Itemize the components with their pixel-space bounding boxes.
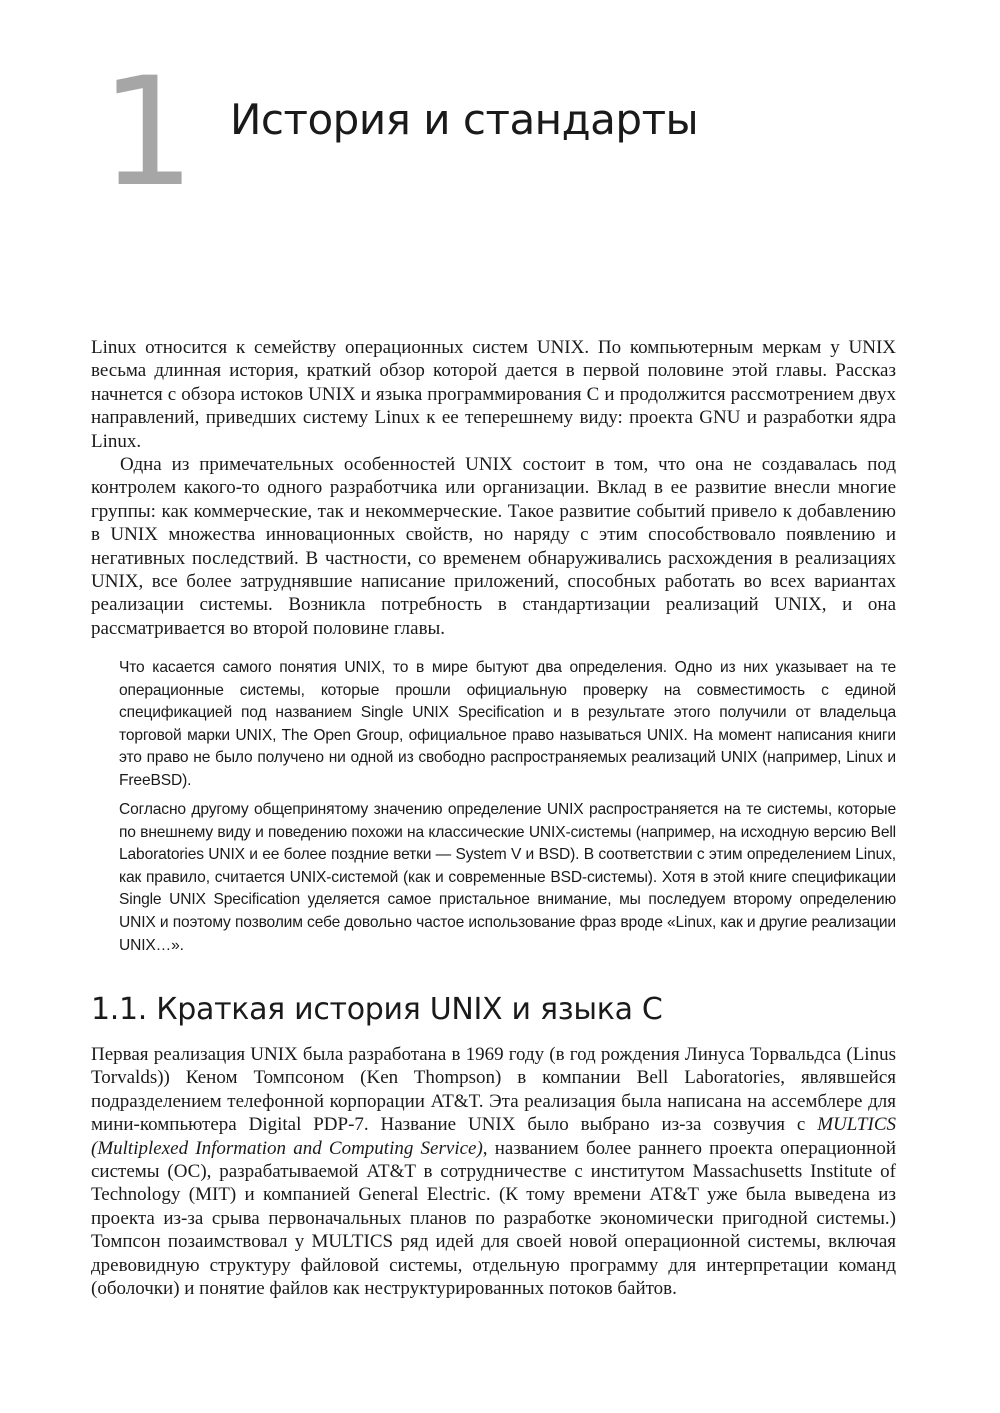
section-body <box>91 1043 896 1300</box>
section-paragraph <box>91 1043 896 1300</box>
intro-text <box>91 336 896 640</box>
intro-paragraph-2: Одна из примечательных особенностей UNIX состоит в том, что она не создавалась под контролем какого-то одного разработчика или организации. Вклад в ее развитие внесли многие группы: как коммерческие, так и некоммерческие. Такое развитие событий привело к добавлению в UNIX множества инновационных свойств, но наряду с этим способствовало появлению и негативных последствий. В частности, со временем обнаруживались расхождения в реализациях UNIX, все более затруднявшие написание приложений, способных работать во всех вариантах реализации системы. Возникла потребность в стандартизации реализаций UNIX, и она рассматривается во второй половине главы. <box>91 454 896 639</box>
note-paragraph-1: Что касается самого понятия UNIX, то в мире бытуют два определения. Одно из них указывает на те операционные системы, которые прошли официальную проверку на совместимость с единой спецификацией под названием Single UNIX Specification и в результате этого получили от владельца торговой марки UNIX, The Open Group, официальное право называться UNIX. На момент написания книги это право не было получено ни одной из свободно распространяемых реализаций UNIX (например, Linux и FreeBSD). <box>119 659 896 789</box>
multics-term: MULTICS (Multiplexed Information and Computing Service) <box>91 1114 896 1159</box>
section-text-after: , названием более раннего проекта операционной системы (ОС), разрабатываемой AT&T в сотрудничестве с институтом Massachusetts Institute of Technology (MIT) и компанией General Electric. (К тому времени AT&T уже была выведена из проекта из-за срыва первоначальных планов по разработке экономически пригодной системы.) Томпсон позаимствовал у MULTICS ряд идей для своей новой операционной системы, включая древовидную структуру файловой системы, отдельную программу для интерпретации команд (оболочки) и понятие файлов как неструктурированных потоков байтов. <box>91 1137 896 1300</box>
note-paragraph-2: Согласно другому общепринятому значению определение UNIX распространяется на те системы, которые по внешнему виду и поведению похожи на классические UNIX-системы (например, на исходную версию Bell Laboratories UNIX и ее более поздние ветки — System V и BSD). В соответствии с этим определением Linux, как правило, считается UNIX-системой (как и современные BSD-системы). Хотя в этой книге спецификации Single UNIX Specification уделяется самое пристальное внимание, мы последуем второму определению UNIX и поэтому позволим себе довольно частое использование фраз вроде «Linux, как и другие реализации UNIX…». <box>119 801 896 954</box>
section-text-before: Первая реализация UNIX была разработана в 1969 году (в год рождения Линуса Торвальдса (Linus Torvalds)) Кеном Томпсоном (Ken Thompson) в компании Bell Laboratories, являвшейся подразделением телефонной корпорации AT&T. Эта реализация была написана на ассемблере для мини-компьютера Digital PDP-7. Название UNIX было выбрано из-за созвучия с <box>91 1044 896 1136</box>
intro-paragraph-1: Linux относится к семейству операционных систем UNIX. По компьютерным меркам у UNIX весьма длинная история, краткий обзор которой дается в первой половине этой главы. Рассказ начнется с обзора истоков UNIX и языка программирования C и продолжится рассмотрением двух направлений, приведших систему Linux к ее теперешнему виду: проекта GNU и разработки ядра Linux. <box>91 337 896 452</box>
chapter-title: История и стандарты <box>230 95 699 144</box>
section-title: 1.1. Краткая история UNIX и языка C <box>91 992 663 1027</box>
chapter-number: 1 <box>100 46 196 220</box>
